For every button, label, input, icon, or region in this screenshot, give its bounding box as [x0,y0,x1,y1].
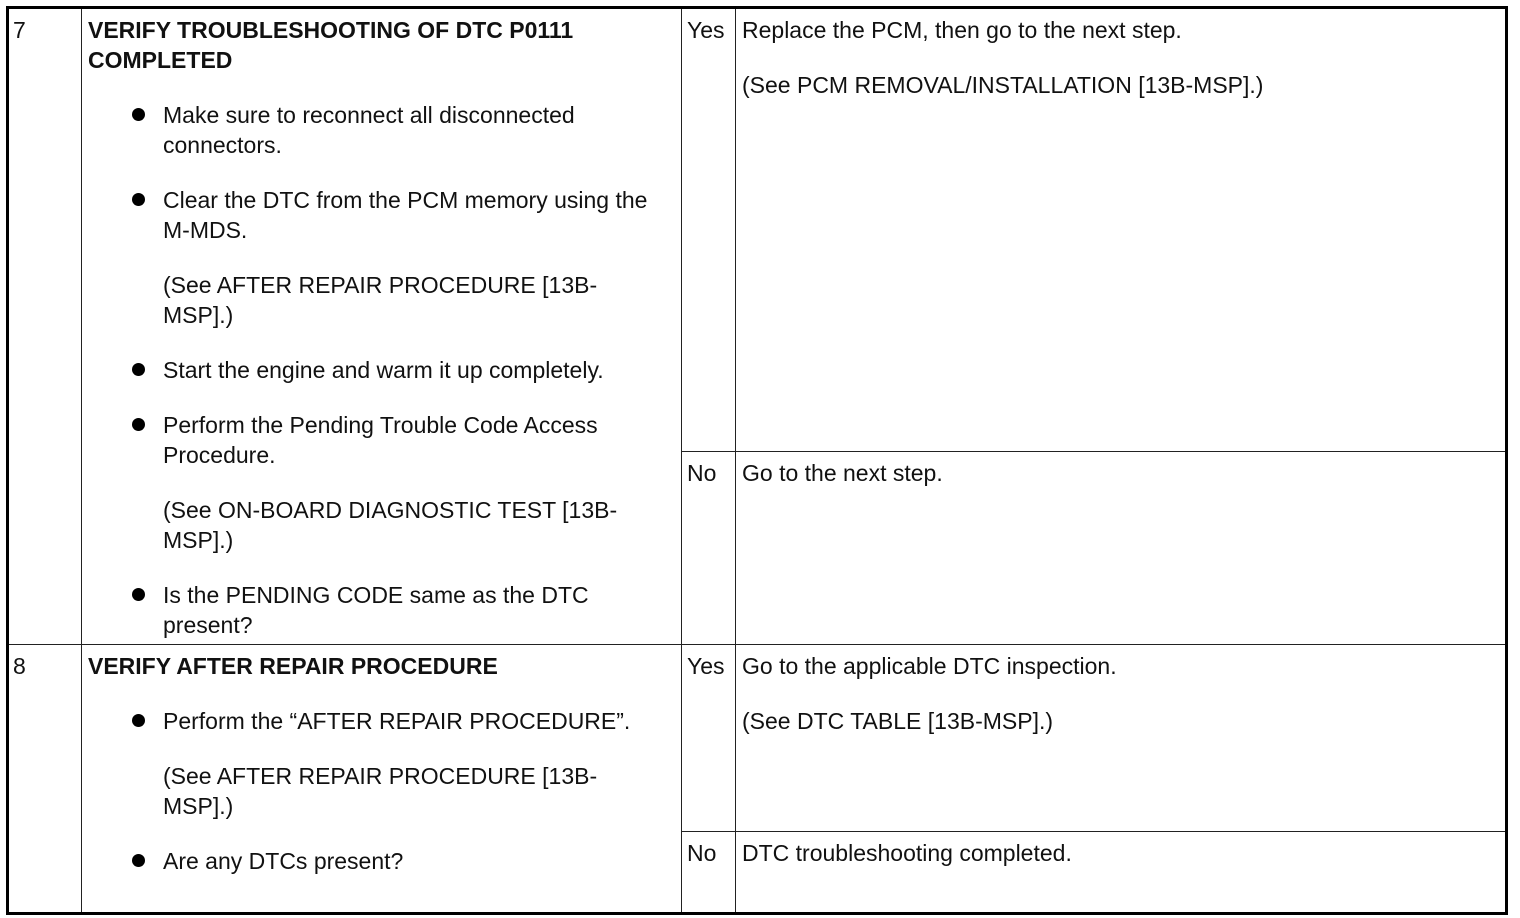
bullet-icon [132,108,145,121]
instruction-text: Perform the “AFTER REPAIR PROCEDURE”. [163,708,631,734]
result-text: Go to the applicable DTC inspection. [742,653,1117,679]
instruction-text: Start the engine and warm it up completely. [163,357,604,383]
step-row [8,645,1507,832]
result-text: DTC troubleshooting completed. [742,840,1072,866]
instruction-text: Make sure to reconnect all disconnected connectors. [163,102,575,158]
no-result [736,832,1507,914]
instruction-reference: (See AFTER REPAIR PROCEDURE [13B-MSP].) [163,763,598,819]
result-text: Go to the next step. [742,460,943,486]
instruction-text: Clear the DTC from the PCM memory using the M-MDS. [163,187,648,243]
step-title: VERIFY AFTER REPAIR PROCEDURE [88,653,498,679]
no-label: No [682,452,736,645]
instruction-item [88,846,651,876]
yes-label: Yes [682,8,736,452]
yes-result [736,645,1507,832]
step-action-cell [82,8,682,645]
step-number: 8 [8,645,82,914]
result-reference: (See DTC TABLE [13B-MSP].) [742,708,1054,734]
no-result [736,452,1507,645]
step-instructions [88,706,651,876]
diagnostic-procedure-table [6,6,1508,915]
yes-label: Yes [682,645,736,832]
instruction-item [88,100,651,160]
instruction-text: Perform the Pending Trouble Code Access Procedure. [163,412,598,468]
step-instructions [88,100,651,640]
bullet-icon [132,854,145,867]
step-number: 7 [8,8,82,645]
step-row [8,8,1507,452]
step-title: VERIFY TROUBLESHOOTING OF DTC P0111 COMPLETED [88,17,574,73]
instruction-reference: (See ON-BOARD DIAGNOSTIC TEST [13B-MSP].) [163,497,618,553]
instruction-item [88,410,651,555]
result-reference: (See PCM REMOVAL/INSTALLATION [13B-MSP].) [742,72,1264,98]
bullet-icon [132,588,145,601]
bullet-icon [132,418,145,431]
bullet-icon [132,714,145,727]
bullet-icon [132,193,145,206]
instruction-text: Are any DTCs present? [163,848,404,874]
instruction-item [88,185,651,330]
bullet-icon [132,363,145,376]
instruction-text: Is the PENDING CODE same as the DTC present? [163,582,589,638]
instruction-item [88,706,651,821]
result-text: Replace the PCM, then go to the next step. [742,17,1182,43]
no-label: No [682,832,736,914]
step-action-cell [82,645,682,914]
yes-result [736,8,1507,452]
instruction-reference: (See AFTER REPAIR PROCEDURE [13B-MSP].) [163,272,598,328]
instruction-item [88,580,651,640]
instruction-item [88,355,651,385]
